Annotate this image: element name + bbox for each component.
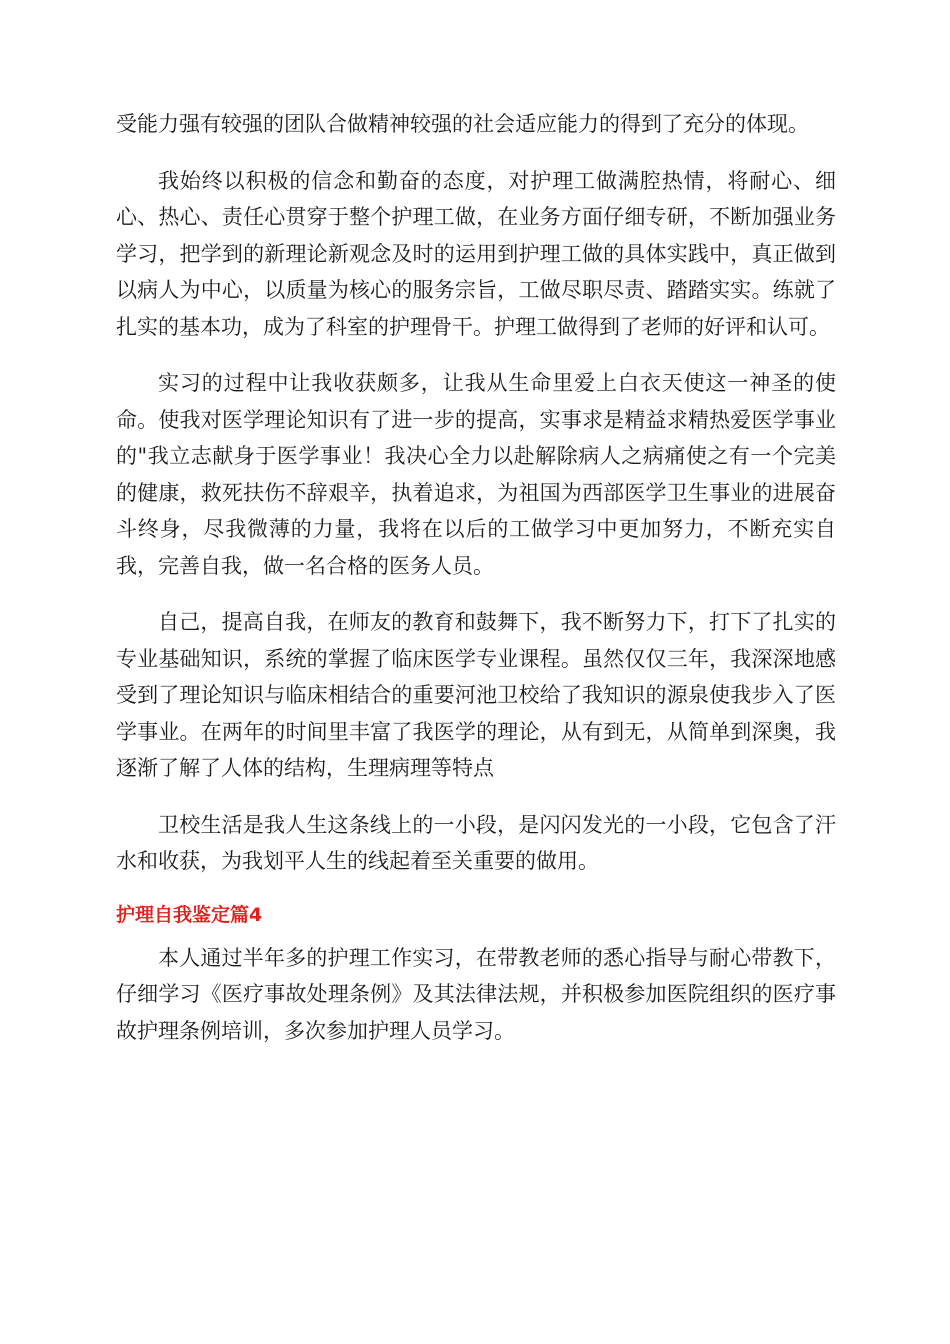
paragraph-section-body: 本人通过半年多的护理工作实习，在带教老师的悉心指导与耐心带教下，仔细学习《医疗事故处理条例》及其法律法规，并积极参加医院组织的医疗事故护理条例培训，多次参加护理人员学习。 [116, 945, 836, 1043]
section-heading: 护理自我鉴定篇4 [116, 903, 263, 926]
paragraph-school-life: 卫校生活是我人生这条线上的一小段，是闪闪发光的一小段，它包含了汗水和收获，为我划平人生的线起着至关重要的做用。 [116, 812, 836, 873]
paragraph-attitude: 我始终以积极的信念和勤奋的态度，对护理工做满腔热情，将耐心、细心、热心、责任心贯穿于整个护理工做，在业务方面仔细专研，不断加强业务学习，把学到的新理论新观念及时的运用到护理工做的具体实践中，真正做到以病人为中心，以质量为核心的服务宗旨，工做尽职尽责、踏踏实实。练就了扎实的基本功，成为了科室的护理骨干。护理工做得到了老师的好评和认可。 [116, 168, 836, 339]
paragraph-self-improvement: 自己，提高自我，在师友的教育和鼓舞下，我不断努力下，打下了扎实的专业基础知识，系统的掌握了临床医学专业课程。虽然仅仅三年，我深深地感受到了理论知识与临床相结合的重要河池卫校给了我知识的源泉使我步入了医学事业。在两年的时间里丰富了我医学的理论，从有到无，从简单到深奥，我逐渐了解了人体的结构，生理病理等特点 [116, 610, 836, 780]
paragraph-continuation: 受能力强有较强的团队合做精神较强的社会适应能力的得到了充分的体现。 [116, 112, 809, 136]
paragraph-internship-gains: 实习的过程中让我收获颇多，让我从生命里爱上白衣天使这一神圣的使命。使我对医学理论知识有了进一步的提高，实事求是精益求精热爱医学事业的"我立志献身于医学事业！我决心全力以赴解除病人之病痛使之有一个完美的健康，救死扶伤不辞艰辛，执着追求，为祖国为西部医学卫生事业的进展奋斗终身，尽我微薄的力量，我将在以后的工做学习中更加努力，不断充实自我，完善自我，做一名合格的医务人员。 [116, 371, 836, 578]
document-page [116, 106, 836, 1069]
